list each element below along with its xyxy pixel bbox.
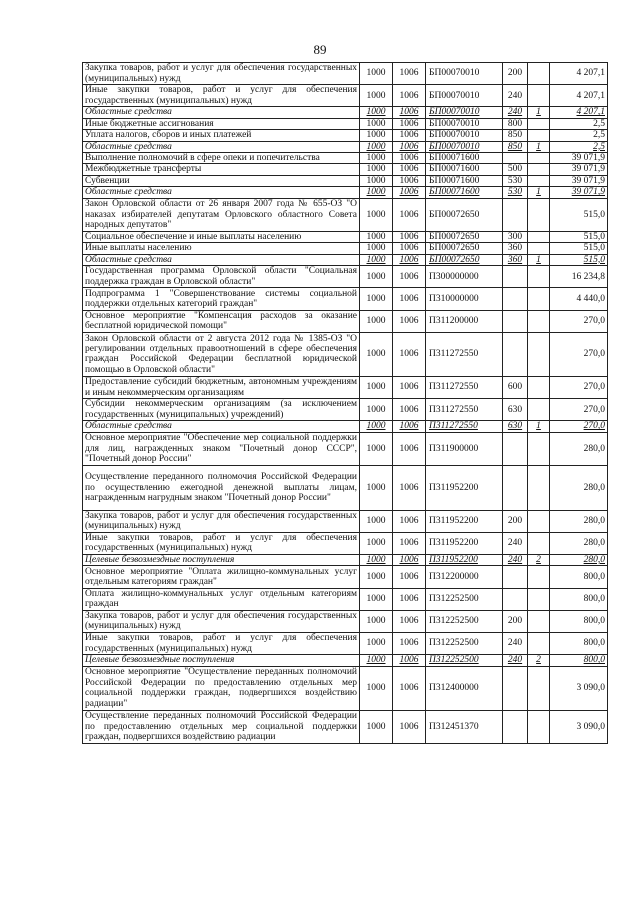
funding-source-code	[528, 588, 550, 610]
expense-type-code: 200	[503, 63, 528, 85]
item-name: Областные средства	[83, 254, 360, 265]
target-article-code: П311952200	[426, 554, 503, 565]
section-code: 1000	[360, 532, 393, 554]
funding-source-code	[528, 632, 550, 654]
amount: 800,0	[550, 632, 608, 654]
funding-source-code: 1	[528, 254, 550, 265]
subsection-code: 1006	[393, 266, 426, 288]
target-article-code: П312252500	[426, 588, 503, 610]
subsection-code: 1006	[393, 566, 426, 588]
expense-type-code: 240	[503, 655, 528, 666]
item-name: Областные средства	[83, 107, 360, 118]
funding-source-code	[528, 231, 550, 242]
section-code: 1000	[360, 243, 393, 254]
section-code: 1000	[360, 63, 393, 85]
target-article-code: П311952200	[426, 532, 503, 554]
section-code: 1000	[360, 187, 393, 198]
subsection-code: 1006	[393, 332, 426, 376]
funding-source-code	[528, 118, 550, 129]
section-code: 1000	[360, 130, 393, 141]
section-code: 1000	[360, 288, 393, 310]
target-article-code: БП00070010	[426, 141, 503, 152]
amount: 800,0	[550, 566, 608, 588]
table-row	[83, 510, 608, 532]
amount: 2,5	[550, 118, 608, 129]
item-name: Оплата жилищно-коммунальных услуг отдельным категориям граждан	[83, 588, 360, 610]
subsection-code: 1006	[393, 254, 426, 265]
table-row	[83, 421, 608, 432]
funding-source-code	[528, 332, 550, 376]
expense-type-code: 630	[503, 399, 528, 421]
subsection-code: 1006	[393, 85, 426, 107]
item-name: Закупка товаров, работ и услуг для обеспечения государственных (муниципальных) нужд	[83, 63, 360, 85]
item-name: Областные средства	[83, 187, 360, 198]
item-name: Предоставление субсидий бюджетным, автономным учреждениям и иным некоммерческим организациям	[83, 377, 360, 399]
subsection-code: 1006	[393, 399, 426, 421]
amount: 515,0	[550, 243, 608, 254]
item-name: Областные средства	[83, 141, 360, 152]
table-row	[83, 107, 608, 118]
amount: 4 440,0	[550, 288, 608, 310]
subsection-code: 1006	[393, 554, 426, 565]
funding-source-code	[528, 466, 550, 510]
expense-type-code: 600	[503, 377, 528, 399]
table-row	[83, 666, 608, 710]
expense-type-code	[503, 266, 528, 288]
subsection-code: 1006	[393, 198, 426, 231]
target-article-code: П300000000	[426, 266, 503, 288]
subsection-code: 1006	[393, 243, 426, 254]
item-name: Основное мероприятие "Осуществление переданных полномочий Российской Федерации по предоставлению отдельных мер социальной поддержки граждан, подвергшихся воздействию радиации"	[83, 666, 360, 710]
item-name: Социальное обеспечение и иные выплаты населению	[83, 231, 360, 242]
table-row	[83, 266, 608, 288]
amount: 2,5	[550, 141, 608, 152]
funding-source-code	[528, 63, 550, 85]
expense-type-code: 360	[503, 254, 528, 265]
expense-type-code: 530	[503, 175, 528, 186]
subsection-code: 1006	[393, 288, 426, 310]
section-code: 1000	[360, 198, 393, 231]
subsection-code: 1006	[393, 588, 426, 610]
funding-source-code: 1	[528, 141, 550, 152]
section-code: 1000	[360, 107, 393, 118]
expense-type-code: 300	[503, 231, 528, 242]
funding-source-code: 1	[528, 421, 550, 432]
funding-source-code	[528, 710, 550, 743]
expense-type-code: 240	[503, 85, 528, 107]
funding-source-code	[528, 85, 550, 107]
item-name: Уплата налогов, сборов и иных платежей	[83, 130, 360, 141]
funding-source-code	[528, 666, 550, 710]
target-article-code: П312252500	[426, 610, 503, 632]
amount: 280,0	[550, 532, 608, 554]
item-name: Выполнение полномочий в сфере опеки и попечительства	[83, 153, 360, 164]
amount: 4 207,1	[550, 107, 608, 118]
expense-type-code: 200	[503, 510, 528, 532]
subsection-code: 1006	[393, 377, 426, 399]
target-article-code: П311900000	[426, 432, 503, 465]
section-code: 1000	[360, 399, 393, 421]
table-row	[83, 377, 608, 399]
funding-source-code	[528, 610, 550, 632]
funding-source-code	[528, 164, 550, 175]
funding-source-code: 2	[528, 554, 550, 565]
expense-type-code	[503, 432, 528, 465]
amount: 270,0	[550, 310, 608, 332]
section-code: 1000	[360, 510, 393, 532]
expense-type-code	[503, 566, 528, 588]
amount: 515,0	[550, 231, 608, 242]
section-code: 1000	[360, 175, 393, 186]
subsection-code: 1006	[393, 141, 426, 152]
item-name: Субвенции	[83, 175, 360, 186]
amount: 515,0	[550, 254, 608, 265]
table-row	[83, 566, 608, 588]
target-article-code: БП00070010	[426, 107, 503, 118]
expense-type-code	[503, 288, 528, 310]
target-article-code: П312200000	[426, 566, 503, 588]
expense-type-code	[503, 466, 528, 510]
amount: 270,0	[550, 377, 608, 399]
funding-source-code: 1	[528, 187, 550, 198]
subsection-code: 1006	[393, 532, 426, 554]
section-code: 1000	[360, 254, 393, 265]
funding-source-code	[528, 175, 550, 186]
target-article-code: БП00072650	[426, 198, 503, 231]
section-code: 1000	[360, 666, 393, 710]
target-article-code: БП00070010	[426, 63, 503, 85]
table-row	[83, 554, 608, 565]
funding-source-code: 1	[528, 107, 550, 118]
expense-type-code	[503, 710, 528, 743]
target-article-code: П311952200	[426, 466, 503, 510]
expense-type-code	[503, 332, 528, 376]
subsection-code: 1006	[393, 164, 426, 175]
item-name: Иные закупки товаров, работ и услуг для обеспечения государственных (муниципальных) нужд	[83, 85, 360, 107]
section-code: 1000	[360, 118, 393, 129]
table-row	[83, 288, 608, 310]
section-code: 1000	[360, 588, 393, 610]
item-name: Основное мероприятие "Обеспечение мер социальной поддержки для лиц, награжденных знаком "Почетный донор СССР", "Почетный донор России"	[83, 432, 360, 465]
amount: 280,0	[550, 432, 608, 465]
subsection-code: 1006	[393, 610, 426, 632]
subsection-code: 1006	[393, 710, 426, 743]
table-row	[83, 175, 608, 186]
subsection-code: 1006	[393, 231, 426, 242]
funding-source-code	[528, 310, 550, 332]
item-name: Областные средства	[83, 421, 360, 432]
item-name: Закон Орловской области от 2 августа 2012 года № 1385-ОЗ "О регулировании отдельных правоотношений в сфере обеспечения граждан Российской Федерации бесплатной юридической помощью в Орловской области"	[83, 332, 360, 376]
amount: 270,0	[550, 399, 608, 421]
subsection-code: 1006	[393, 310, 426, 332]
section-code: 1000	[360, 231, 393, 242]
section-code: 1000	[360, 377, 393, 399]
table-row	[83, 187, 608, 198]
subsection-code: 1006	[393, 655, 426, 666]
section-code: 1000	[360, 655, 393, 666]
table-row	[83, 466, 608, 510]
item-name: Субсидии некоммерческим организациям (за исключением государственных (муниципальных) учреждений)	[83, 399, 360, 421]
funding-source-code	[528, 153, 550, 164]
section-code: 1000	[360, 266, 393, 288]
table-row	[83, 130, 608, 141]
amount: 39 071,9	[550, 164, 608, 175]
section-code: 1000	[360, 310, 393, 332]
amount: 39 071,9	[550, 175, 608, 186]
section-code: 1000	[360, 141, 393, 152]
table-row	[83, 532, 608, 554]
target-article-code: БП00071600	[426, 164, 503, 175]
amount: 3 090,0	[550, 710, 608, 743]
target-article-code: П312252500	[426, 655, 503, 666]
target-article-code: БП00070010	[426, 118, 503, 129]
amount: 2,5	[550, 130, 608, 141]
expense-type-code: 240	[503, 532, 528, 554]
table-body	[83, 63, 608, 744]
subsection-code: 1006	[393, 107, 426, 118]
section-code: 1000	[360, 466, 393, 510]
table-row	[83, 243, 608, 254]
item-name: Осуществление переданного полномочия Российской Федерации по осуществлению ежегодной денежной выплаты лицам, награжденным нагрудным знаком "Почетный донор России"	[83, 466, 360, 510]
section-code: 1000	[360, 610, 393, 632]
amount: 4 207,1	[550, 85, 608, 107]
section-code: 1000	[360, 421, 393, 432]
subsection-code: 1006	[393, 63, 426, 85]
section-code: 1000	[360, 566, 393, 588]
target-article-code: БП00072650	[426, 254, 503, 265]
table-row	[83, 655, 608, 666]
expense-type-code	[503, 198, 528, 231]
expense-type-code	[503, 588, 528, 610]
item-name: Основное мероприятие "Компенсация расходов за оказание бесплатной юридической помощи"	[83, 310, 360, 332]
subsection-code: 1006	[393, 666, 426, 710]
target-article-code: П311200000	[426, 310, 503, 332]
item-name: Подпрограмма 1 "Совершенствование системы социальной поддержки отдельных категорий граждан"	[83, 288, 360, 310]
table-row	[83, 198, 608, 231]
target-article-code: БП00072650	[426, 231, 503, 242]
item-name: Целевые безвозмездные поступления	[83, 554, 360, 565]
amount: 39 071,9	[550, 187, 608, 198]
target-article-code: БП00070010	[426, 130, 503, 141]
funding-source-code	[528, 432, 550, 465]
expense-type-code	[503, 666, 528, 710]
expense-type-code	[503, 310, 528, 332]
page-number: 89	[313, 42, 327, 57]
table-row	[83, 118, 608, 129]
subsection-code: 1006	[393, 187, 426, 198]
target-article-code: БП00071600	[426, 153, 503, 164]
item-name: Иные закупки товаров, работ и услуг для обеспечения государственных (муниципальных) нужд	[83, 532, 360, 554]
subsection-code: 1006	[393, 466, 426, 510]
funding-source-code	[528, 243, 550, 254]
amount: 39 071,9	[550, 153, 608, 164]
expense-type-code: 850	[503, 141, 528, 152]
target-article-code: П312400000	[426, 666, 503, 710]
subsection-code: 1006	[393, 421, 426, 432]
table-row	[83, 310, 608, 332]
amount: 4 207,1	[550, 63, 608, 85]
item-name: Межбюджетные трансферты	[83, 164, 360, 175]
target-article-code: П311272550	[426, 399, 503, 421]
funding-source-code	[528, 288, 550, 310]
expense-type-code: 240	[503, 107, 528, 118]
expense-type-code	[503, 153, 528, 164]
expense-type-code: 240	[503, 632, 528, 654]
section-code: 1000	[360, 164, 393, 175]
amount: 270,0	[550, 332, 608, 376]
item-name: Закупка товаров, работ и услуг для обеспечения государственных (муниципальных) нужд	[83, 510, 360, 532]
item-name: Основное мероприятие "Оплата жилищно-коммунальных услуг отдельным категориям граждан"	[83, 566, 360, 588]
subsection-code: 1006	[393, 153, 426, 164]
table-row	[83, 63, 608, 85]
funding-source-code	[528, 198, 550, 231]
amount: 280,0	[550, 510, 608, 532]
section-code: 1000	[360, 85, 393, 107]
expense-type-code: 530	[503, 187, 528, 198]
expense-type-code: 360	[503, 243, 528, 254]
table-row	[83, 254, 608, 265]
table-row	[83, 141, 608, 152]
funding-source-code	[528, 566, 550, 588]
amount: 280,0	[550, 466, 608, 510]
target-article-code: П310000000	[426, 288, 503, 310]
target-article-code: БП00071600	[426, 175, 503, 186]
item-name: Иные бюджетные ассигнования	[83, 118, 360, 129]
target-article-code: П311952200	[426, 510, 503, 532]
item-name: Государственная программа Орловской области "Социальная поддержка граждан в Орловской области"	[83, 266, 360, 288]
expense-type-code: 630	[503, 421, 528, 432]
subsection-code: 1006	[393, 632, 426, 654]
target-article-code: П312252500	[426, 632, 503, 654]
section-code: 1000	[360, 554, 393, 565]
funding-source-code	[528, 532, 550, 554]
table-row	[83, 588, 608, 610]
table-row	[83, 153, 608, 164]
amount: 515,0	[550, 198, 608, 231]
budget-table	[82, 62, 608, 744]
table-row	[83, 231, 608, 242]
item-name: Иные закупки товаров, работ и услуг для обеспечения государственных (муниципальных) нужд	[83, 632, 360, 654]
table-row	[83, 164, 608, 175]
subsection-code: 1006	[393, 175, 426, 186]
funding-source-code	[528, 510, 550, 532]
funding-source-code: 2	[528, 655, 550, 666]
table-row	[83, 632, 608, 654]
amount: 800,0	[550, 610, 608, 632]
target-article-code: П311272550	[426, 377, 503, 399]
item-name: Целевые безвозмездные поступления	[83, 655, 360, 666]
funding-source-code	[528, 377, 550, 399]
section-code: 1000	[360, 153, 393, 164]
target-article-code: П312451370	[426, 710, 503, 743]
table-row	[83, 710, 608, 743]
item-name: Иные выплаты населению	[83, 243, 360, 254]
subsection-code: 1006	[393, 118, 426, 129]
section-code: 1000	[360, 332, 393, 376]
expense-type-code: 850	[503, 130, 528, 141]
funding-source-code	[528, 399, 550, 421]
amount: 800,0	[550, 588, 608, 610]
target-article-code: П311272550	[426, 332, 503, 376]
amount: 800,0	[550, 655, 608, 666]
section-code: 1000	[360, 710, 393, 743]
table-row	[83, 399, 608, 421]
item-name: Закон Орловской области от 26 января 2007 года № 655-ОЗ "О наказах избирателей депутатам Орловского областного Совета народных депутатов"	[83, 198, 360, 231]
funding-source-code	[528, 266, 550, 288]
target-article-code: П311272550	[426, 421, 503, 432]
target-article-code: БП00071600	[426, 187, 503, 198]
table-row	[83, 610, 608, 632]
subsection-code: 1006	[393, 130, 426, 141]
expense-type-code: 200	[503, 610, 528, 632]
amount: 16 234,8	[550, 266, 608, 288]
table-row	[83, 332, 608, 376]
item-name: Закупка товаров, работ и услуг для обеспечения государственных (муниципальных) нужд	[83, 610, 360, 632]
amount: 270,0	[550, 421, 608, 432]
subsection-code: 1006	[393, 432, 426, 465]
item-name: Осуществление переданных полномочий Российской Федерации по предоставлению отдельных мер социальной поддержки граждан, подвергшихся воздействию радиации	[83, 710, 360, 743]
table-row	[83, 85, 608, 107]
expense-type-code: 800	[503, 118, 528, 129]
amount: 280,0	[550, 554, 608, 565]
subsection-code: 1006	[393, 510, 426, 532]
target-article-code: БП00072650	[426, 243, 503, 254]
section-code: 1000	[360, 432, 393, 465]
funding-source-code	[528, 130, 550, 141]
table-row	[83, 432, 608, 465]
section-code: 1000	[360, 632, 393, 654]
expense-type-code: 500	[503, 164, 528, 175]
target-article-code: БП00070010	[426, 85, 503, 107]
amount: 3 090,0	[550, 666, 608, 710]
expense-type-code: 240	[503, 554, 528, 565]
